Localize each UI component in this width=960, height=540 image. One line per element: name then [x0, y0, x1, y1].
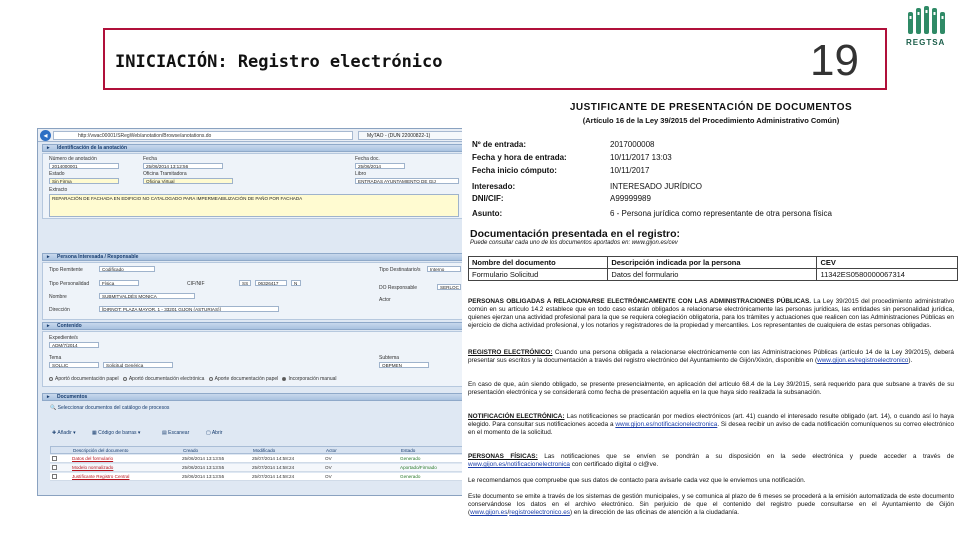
slide-number: 19: [810, 36, 859, 85]
presented-heading: Documentación presentada en el registro:: [470, 228, 681, 240]
kv-label: Fecha y hora de entrada:: [472, 153, 567, 162]
radio-group: [49, 376, 337, 382]
p5-title: PERSONAS FÍSICAS:: [468, 453, 538, 460]
p2-title: REGISTRO ELECTRÓNICO:: [468, 349, 553, 356]
kv-value: 6 - Persona jurídica como representante de otra persona física: [610, 209, 832, 218]
subtema-field[interactable]: OBPMEN: [379, 362, 429, 368]
kv-label: Interesado:: [472, 182, 516, 191]
doc-created: 25/06/2014 13:13:55: [182, 456, 225, 461]
doc-created: 25/06/2014 13:13:55: [182, 474, 225, 479]
doc-actor: OV: [325, 465, 332, 470]
doc-status: Generado: [400, 474, 421, 479]
oficina-select[interactable]: Oficina Virtual: [143, 178, 233, 184]
identificacion-panel: [42, 153, 464, 219]
kv-value: 10/11/2017 13:03: [610, 153, 672, 162]
estado-select[interactable]: Sin Firma: [49, 178, 119, 184]
contenido-panel: [42, 331, 464, 387]
numero-field[interactable]: 2014000001: [49, 163, 119, 169]
nombre-field[interactable]: SUBMITVALDÉS MONICA: [99, 293, 195, 299]
doc-name[interactable]: Justificante Registro Central: [72, 474, 130, 479]
col-modificado[interactable]: Modificado: [253, 448, 276, 453]
kv-value: 2017000008: [610, 140, 655, 149]
th-nombre: Nombre del documento: [469, 257, 608, 269]
oficina-label: Oficina Tramitadora: [143, 171, 187, 177]
expediente-label: Expediente/s: [49, 335, 78, 341]
kv-label: Asunto:: [472, 209, 503, 218]
scan-button[interactable]: ▤ Escanear: [162, 430, 190, 436]
libro-label: Libro: [355, 171, 367, 177]
kv-label: Nº de entrada:: [472, 140, 527, 149]
add-doc-button[interactable]: ✚ Añadir ▾: [52, 430, 76, 436]
doc-subtitle: (Artículo 16 de la Ley 39/2015 del Procedimiento Administrativo Común): [582, 116, 840, 125]
p3-text: En caso de que, aún siendo obligado, se presente presencialmente, en aplicación del artículo 68.4 de la Ley 39/2015, será requerido para que subsane a través de su presentación electrónica y se considerará como fecha de presentación aquella en la que haya sido realizada la subsanación.: [468, 381, 954, 396]
paragraph-fisicas: [468, 453, 954, 469]
actor-label: Actor: [379, 297, 391, 303]
tema-label: Tema: [49, 355, 62, 361]
td-descripcion: Datos del formulario: [608, 269, 817, 281]
table-row: [469, 269, 958, 281]
tipo-remitente-select[interactable]: Codificado: [99, 266, 155, 272]
url-input[interactable]: http://vwac00001/SRegWeb/anotation/Browse/anotations.do: [53, 131, 353, 140]
row-checkbox[interactable]: [52, 456, 57, 461]
p5-text: Las notificaciones que se envíen se pondrán a su disposición en la sede electrónica y puede acceder a través de: [544, 453, 954, 460]
tipo-destinatario-label: Tipo Destinatario/s: [379, 267, 421, 273]
expediente-field[interactable]: ADM/7/2014: [49, 342, 99, 348]
paragraph-registro: REGISTRO ELECTRÓNICO: Cuando una persona obligada a relacionarse electrónicamente con las Administraciones Públicas (artículo 14 de la Ley 39/2015), deberá presentar sus escritos y la documentación a través del registro electrónico del Ayuntamiento de Gijón/Xixón, disponible en (www.gijon.es/registroelectronico).: [468, 349, 954, 364]
section-persona[interactable]: ▸ Persona Interesada / Responsable: [42, 253, 464, 261]
regtsa-logo: [898, 0, 960, 56]
p4-tail: Si desea recibir un aviso de cada notificación comuníquenos su correo electrónico en el momento de la solicitud.: [468, 421, 955, 436]
estado-label: Estado: [49, 171, 65, 177]
doc-actor: OV: [325, 456, 332, 461]
p1-text: La Ley 39/2015 del procedimiento administrativo común en su artículo 14.2 establece que en todo caso estarán obligados a relacionarse electrónicamente las personas jurídicas, las entidades sin personalidad jurídica, quienes ejerzan una actividad profesional para la que se requiera colegiación obligatoria, para los trámites y actuaciones que realicen con las Administraciones Públicas en ejercicio de dicha actividad profesional, y los notarios y registradores de la propiedad y mercantiles. Los representantes de cualquiera de estas personas obligadas.: [468, 298, 955, 329]
tipo-personalidad-select[interactable]: Física: [99, 280, 139, 286]
nombre-label: Nombre: [49, 294, 67, 300]
section-identificacion[interactable]: ▸ Identificación de la anotación: [42, 144, 464, 152]
open-button[interactable]: ▢ Abrir: [206, 430, 223, 436]
kv-label: DNI/CIF:: [472, 194, 504, 203]
extracto-label: Extracto: [49, 187, 68, 193]
p4-title: NOTIFICACIÓN ELECTRÓNICA:: [468, 413, 565, 420]
p6-text: Le recomendamos que compruebe que sus datos de contacto para avisarle cada vez que le enviemos una notificación.: [468, 477, 806, 484]
slide-title-box: [103, 28, 887, 90]
paragraph-notificacion: NOTIFICACIÓN ELECTRÓNICA: Las notificaciones se practicarán por medios electrónicos (art. 41) cuando el interesado resulte obligado (art. 14), o cuando así lo haya elegido. Para consultar sus notificaciones acceda a www.gijon.es/notificacionelectronica. Si desea recibir un aviso de cada notificación comuníquenos su correo electrónico en el momento de la solicitud.: [468, 413, 955, 436]
doc-modified: 25/07/2014 14:58:24: [252, 465, 295, 470]
doc-name[interactable]: Datos del formulario: [72, 456, 114, 461]
p7-link2[interactable]: registroelectronico.es: [509, 509, 570, 516]
libro-select[interactable]: ENTRADAS AYUNTAMIENTO DE GIJ: [355, 178, 459, 184]
logo-wordmark: REGTSA: [906, 38, 946, 47]
tipo-personalidad-label: Tipo Personalidad: [49, 281, 90, 287]
doc-modified: 25/07/2014 14:58:24: [252, 474, 295, 479]
numero-label: Número de anotación: [49, 156, 97, 162]
presented-note: Puede consultar cada uno de los documentos aportados en: www.gijon.es/cev: [470, 240, 678, 246]
td-nombre: Formulario Solicitud: [469, 269, 608, 281]
radio-manual[interactable]: Incorporación manual: [282, 376, 336, 382]
registry-app-screenshot: [37, 128, 467, 496]
extracto-textarea[interactable]: REPARACIÓN DE FACHADA EN EDIFICIO NO CATALOGADO PARA IMPERMEABILIZACIÓN DE PAÑO POR FACHADA: [49, 194, 459, 217]
p7-tail: en la dirección de las oficinas de atención a la ciudadanía.: [573, 509, 740, 516]
col-actor[interactable]: Actor: [326, 448, 337, 453]
fecha-label: Fecha: [143, 156, 157, 162]
doc-modified: 25/07/2014 14:58:24: [252, 456, 295, 461]
p4-text: Las notificaciones se practicarán por medios electrónicos (art. 41) cuando el interesado resulte obligado (art. 14), o cuando así lo haya elegido. Para consultar sus notificaciones acceda a: [468, 413, 954, 428]
row-checkbox[interactable]: [52, 465, 57, 470]
kv-value: 10/11/2017: [610, 166, 650, 175]
cif-prefix-field[interactable]: SS: [239, 280, 251, 286]
justificante-document: [462, 98, 960, 540]
subtema-label: Subtema: [379, 355, 400, 361]
tema-desc-field: Solicitud Genérica: [103, 362, 173, 368]
doc-name[interactable]: Modelo normalizado: [72, 465, 114, 470]
paragraph-subsanacion: [468, 381, 954, 397]
fecha-doc-label: Fecha doc.: [355, 156, 380, 162]
th-descripcion: Descripción indicada por la persona: [608, 257, 817, 269]
barcode-button[interactable]: ▦ Código de barras ▾: [92, 430, 141, 436]
p5-link[interactable]: www.gijon.es/notificacionelectronica: [468, 461, 570, 468]
persona-panel: [42, 262, 464, 320]
direccion-field[interactable]: [DIRNOT: PLAZA MAYOR, 1 - 33201 GIJON (ASTURIAS)]: [99, 306, 279, 312]
fecha-field[interactable]: 25/06/2014 13:12:56: [143, 163, 223, 169]
fecha-doc-field[interactable]: 25/06/2014: [355, 163, 405, 169]
radio-aporte-papel[interactable]: Aporte documentación papel: [209, 376, 279, 382]
table-row[interactable]: [50, 473, 464, 481]
paragraph-emision: Este documento se emite a través de los sistemas de gestión municipales, y se comunica al plazo de 6 meses se procederá a la emisión automatizada de este documento conservándose los datos en el archivo electrónico. Sin perjuicio de que el contenido del registro puede consultarse en el Ayuntamiento de Gijón (www.gijon.es/registroelectronico.es) en la dirección de las oficinas de atención a la ciudadanía.: [468, 493, 954, 516]
tipo-remitente-label: Tipo Remitente: [49, 267, 83, 273]
doc-actor: OV: [325, 474, 332, 479]
responsable-field[interactable]: SERLOC: [437, 284, 461, 290]
tema-field[interactable]: SOLLIC: [49, 362, 99, 368]
td-cev: 11342ES0580000067314: [817, 269, 958, 281]
kv-label: Fecha inicio cómputo:: [472, 166, 557, 175]
paragraph-recomendacion: [468, 477, 954, 485]
back-arrow-icon[interactable]: ◂: [40, 130, 51, 141]
cif-label: CIF/NIF: [187, 281, 205, 287]
paragraph-obligadas: [468, 298, 954, 330]
row-checkbox[interactable]: [52, 474, 57, 479]
cif-field[interactable]: 06326417: [255, 280, 287, 286]
col-estado[interactable]: Estado: [401, 448, 416, 453]
p5-tail: con certificado digital o cl@ve.: [571, 461, 659, 468]
browser-address-bar: [38, 129, 467, 142]
th-cev: CEV: [817, 257, 958, 269]
radio-papel[interactable]: Aportó documentación papel: [49, 376, 119, 382]
kv-value: INTERESADO JURÍDICO: [610, 182, 703, 191]
cif-letter-field[interactable]: N: [291, 280, 301, 286]
browser-tab[interactable]: MyTAO - (DUN 22000822-1): [358, 131, 466, 140]
col-creado[interactable]: Creado: [183, 448, 199, 453]
select-catalog-button[interactable]: 🔍 Seleccionar documentos del catálogo de procesos: [50, 405, 170, 411]
p7-text: Este documento se emite a través de los sistemas de gestión municipales, y se comunica al plazo de 6 meses se procederá a la emisión automatizada de este documento conservándose los datos en el archivo electrónico. Sin perjuicio de que el contenido del registro puede consultarse en el Ayuntamiento de Gijón: [468, 493, 954, 508]
documents-table: [468, 256, 958, 281]
doc-created: 25/06/2014 13:13:55: [182, 465, 225, 470]
section-documentos[interactable]: ▸ Documentos: [42, 393, 464, 401]
slide-title: INICIACIÓN: Registro electrónico: [115, 52, 443, 72]
p7-link[interactable]: www.gijon.es: [470, 509, 508, 516]
docs-table-header: [50, 446, 464, 454]
tipo-destinatario-select[interactable]: Interno: [427, 266, 461, 272]
direccion-label: Dirección: [49, 307, 70, 313]
p1-title: PERSONAS OBLIGADAS A RELACIONARSE ELECTRÓNICAMENTE CON LAS ADMINISTRACIONES PÚBLICAS.: [468, 298, 811, 305]
p2-link[interactable]: www.gijon.es/registroelectronico: [817, 357, 909, 364]
section-contenido[interactable]: ▸ Contenido: [42, 322, 464, 330]
col-descripcion[interactable]: Descripción del documento: [73, 448, 129, 453]
radio-electronica[interactable]: Aportó documentación electrónica: [123, 376, 205, 382]
table-row[interactable]: [50, 455, 464, 463]
regtsa-logo-icon: [904, 4, 954, 38]
responsable-label: DO Responsable: [379, 285, 418, 291]
kv-value: A99999989: [610, 194, 651, 203]
documents-table-header: [469, 257, 958, 269]
doc-status: Generado: [400, 456, 421, 461]
p4-link[interactable]: www.gijon.es/notificacionelectronica: [615, 421, 718, 428]
table-row[interactable]: [50, 464, 464, 472]
doc-title: JUSTIFICANTE DE PRESENTACIÓN DE DOCUMENTOS: [569, 102, 853, 113]
p2-text: Cuando una persona obligada a relacionarse electrónicamente con las Administraciones Públicas (artículo 14 de la Ley 39/2015), deberá presentar sus escritos y la documentación a través del registro electrónico del Ayuntamiento de Gijón/Xixón, disponible en: [468, 349, 954, 364]
doc-status: Aportado/Firmado: [400, 465, 437, 470]
